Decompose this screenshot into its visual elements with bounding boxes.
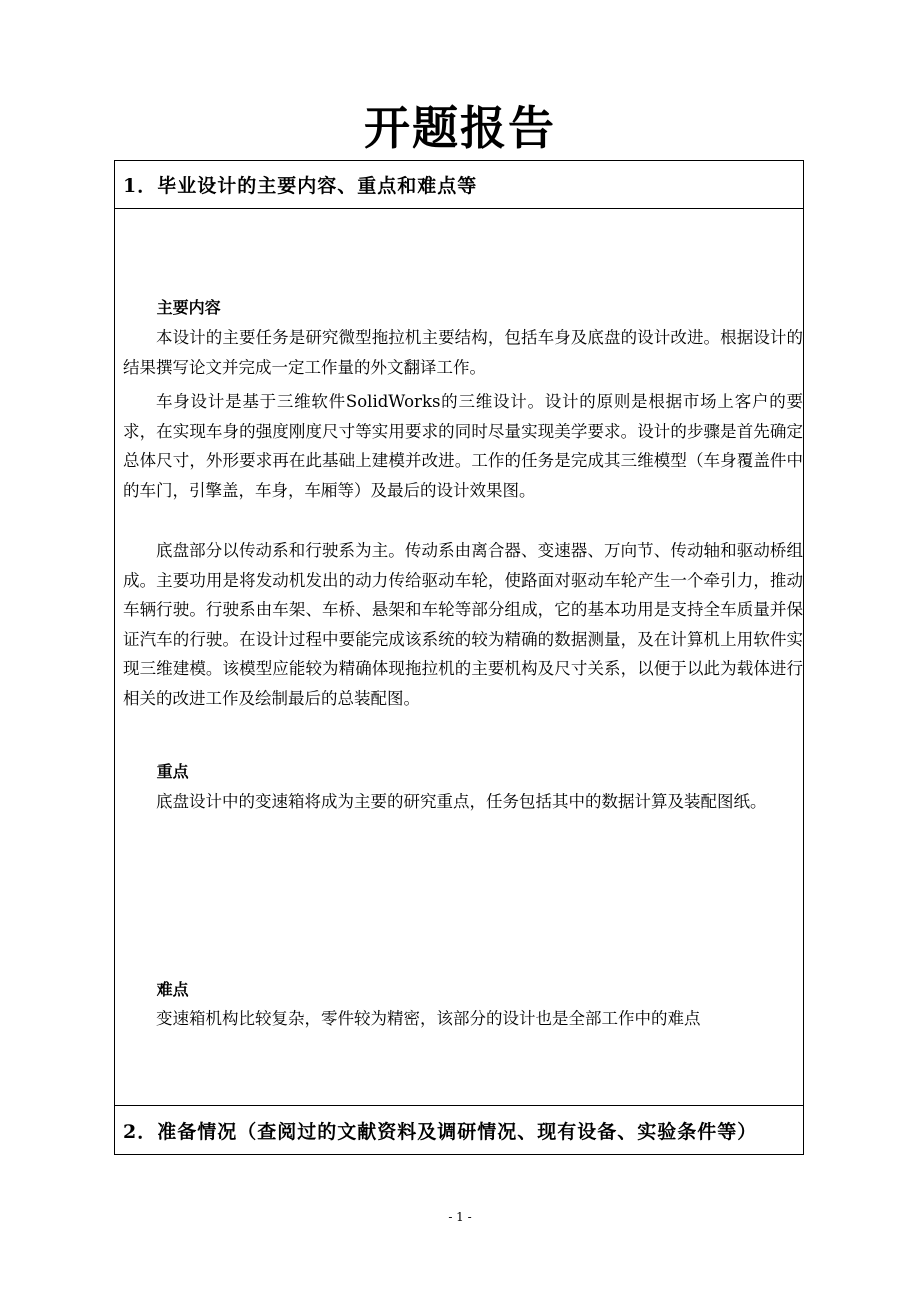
page-title: 开题报告: [364, 101, 556, 155]
section-1-heading: 1．毕业设计的主要内容、重点和难点等: [115, 161, 803, 209]
paragraph-3: 底盘部分以传动系和行驶系为主。传动系由离合器、变速器、万向节、传动轴和驱动桥组成。主要功用是将发动机发出的动力传给驱动车轮，使路面对驱动车轮产生一个牵引力，推动车辆行驶。行驶系由车架、车桥、悬架和车轮等部分组成，它的基本功用是支持全车质量并保证汽车的行驶。在设计过程中要能完成该系统的较为精确的数据测量，及在计算机上用软件实现三维建模。该模型应能较为精确体现拖拉机的主要机构及尺寸关系，以便于以此为载体进行相关的改进工作及绘制最后的总装配图。: [123, 541, 803, 708]
paragraph-2: 车身设计是基于三维软件SolidWorks的三维设计。设计的原则是根据市场上客户的要求，在实现车身的强度刚度尺寸等实用要求的同时尽量实现美学要求。设计的步骤是首先确定总体尺寸，外形要求再在此基础上建模并改进。工作的任务是完成其三维模型（车身覆盖件中的车门，引擎盖，车身，车厢等）及最后的设计效果图。: [123, 392, 803, 500]
paragraph-1: 本设计的主要任务是研究微型拖拉机主要结构，包括车身及底盘的设计改进。根据设计的结果撰写论文并完成一定工作量的外文翻译工作。: [123, 328, 803, 377]
section-1-body: [115, 209, 803, 1106]
main-content-heading: 主要内容: [156, 298, 221, 317]
paragraph-4: 底盘设计中的变速箱将成为主要的研究重点，任务包括其中的数据计算及装配图纸。: [156, 792, 767, 811]
report-table: [114, 160, 804, 1155]
difficulty-heading: 难点: [156, 980, 189, 999]
key-point-heading: 重点: [156, 762, 189, 781]
section-2-heading: 2．准备情况（查阅过的文献资料及调研情况、现有设备、实验条件等）: [123, 1120, 758, 1143]
paragraph-5: 变速箱机构比较复杂，零件较为精密，该部分的设计也是全部工作中的难点: [156, 1009, 701, 1028]
page-number: - 1 -: [448, 1210, 472, 1224]
